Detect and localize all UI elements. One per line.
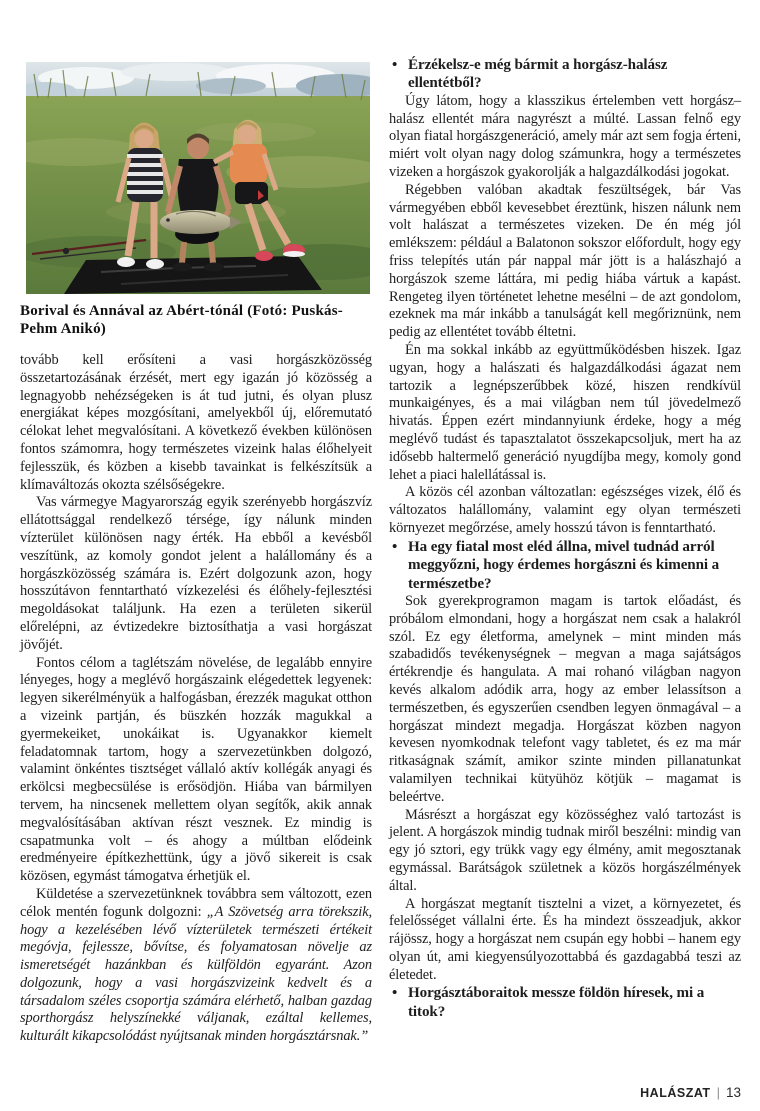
bullet-icon: • — [392, 985, 398, 1002]
paragraph: Másrészt a horgászat egy közösséghez való tartozást is jelent. A horgászok mindig tudnak miről beszélni: mindig van egy jó sztori, egy trükk vagy egy élmény, amit megosztanak egymással. Barátságok születnek a közös horgászélmények által. — [389, 806, 741, 894]
paragraph: Sok gyerekprogramon magam is tartok előadást, és próbálom elmondani, hogy a horgászat nem csak a halakról szól. Ez egy életforma, amelynek – mint minden más szabadidős tevékenységnek – megvan a maga sajátságos értékrendje és hangulata. A mai rohanó világban nagyon kevés alkalom adódik arra, hogy az ember lelassítson a természetben, és egyszerűen csendben legyen önmagával – a horgászat mindezt megadja. Horgászat közben nagyon kevesen nyomkodnak telefont vagy tabletet, és ez ma már ritkaságnak számít, amikor szinte minden pillanatunkat valamilyen technikai kütyühöz kötjük – magamat is beleértve. — [389, 592, 741, 805]
interview-question — [389, 984, 741, 1021]
page-number: 13 — [725, 1085, 741, 1100]
bullet-icon: • — [392, 57, 398, 73]
article-photo — [26, 62, 370, 294]
question-text: Érzékelsz-e még bármit a horgász-halász ellentétből? — [408, 57, 668, 92]
page-footer — [640, 1085, 741, 1100]
paragraph-with-quote — [20, 886, 372, 1046]
paragraph: tovább kell erősíteni a vasi horgászközösség összetartozásának érzését, mert egy igazán jó közösség a legnagyobb nehézségeken is át tud jutni, és olyan plusz energiákat képes mozgósítani, amelyekből új, előremutató célokat lehet megvalósítani. A következő években különösen fontos számomra, hogy természetes vizeink halas élőhelyeit fejlesszük, és közben a kisebb tavainkat is felkészítsük a klímaváltozás okozta szélsőségekre. — [20, 352, 372, 493]
paragraph: A közös cél azonban változatlan: egészséges vizek, élő és változatos halállomány, valamint egy olyan természeti környezet megőrzése, amely hosszú távon is fenntartható. — [389, 484, 741, 536]
paragraph: A horgászat megtanít tisztelni a vizet, a környezetet, és felelősséget vállalni érte. És ha mindezt összeadjuk, akkor rájössz, hogy a horgászat nem csupán egy hobbi – hanem egy olyan út, ami kiegyensúlyozottabbá és gazdagabbá teszi az életedet. — [389, 895, 741, 983]
paragraph: Én ma sokkal inkább az együttműködésben hiszek. Igaz ugyan, hogy a halászati és halgazdálkodási ágazat nem tartozik a legnépszerűbbek közé, hiszen rendkívül munkaigényes, és a mai világban nem túl jövedelmező hivatás. Éppen ezért mindannyiunk érdeke, hogy a még meglévő tudást és tapasztalatot összekapcsoljuk, mert ha az idősebb haltermelő generáció nyugdíjba megy, komoly gond lehet a piaci halellátással is. — [389, 341, 741, 483]
paragraph: Vas vármegye Magyarország egyik szerényebb horgászvíz ellátottsággal rendelkező térsége, így nálunk minden vízterület különösen nagy érték. Ha ebből a kevésből veszítünk, az komoly gondot jelent a halállomány és a horgászközösség számára is. Ezért dolgozunk azon, hogy hosszútávon fenntartható vízkezelési és élőhely-fejlesztési megoldásokat találjunk. Ha ezen a területen sikerül előrelépni, az évtizedekre biztosíthatja a vasi horgászat jövőjét. — [20, 494, 372, 653]
mission-quote: „A Szövetség arra törekszik, hogy a kezelésében lévő vízterületek természeti értékeit megóvja, fejlessze, bővítse, és folyamatosan növelje az ismeretségét hazánkban és külföldön egyaránt. Azon dolgozunk, hogy a vasi horgászvizeink kedvelt és a társadalom széles csoportja számára elérhető, halban gazdag sporthorgász helyszínekké váljanak, ezáltal kellemes, kulturált kikapcsolódást nyújtsanak minden horgásztársnak.” — [20, 903, 372, 1045]
interview-question — [389, 538, 741, 593]
two-column-layout — [20, 56, 741, 1046]
bullet-icon: • — [392, 538, 398, 555]
paragraph: Úgy látom, hogy a klasszikus értelemben vett horgász–halász ellentét mára nagyrészt a múlté. Lassan felnő egy olyan fiatal horgászgeneráció, amely már azt sem fogja érteni, miért volt olyan nagy dolog számunkra, hogy a természetes vizeken a horgászok gyakorolják a halgazdálkodási jogokat. — [389, 92, 741, 180]
mission-intro: Küldetése a szervezetünknek továbbra sem változott, ezen célok mentén fogunk dolgozni: — [20, 885, 372, 920]
photo-illustration — [26, 62, 370, 294]
interview-question — [389, 56, 741, 93]
paragraph: Régebben valóban akadtak feszültségek, bár Vas vármegyében ebből kevesebbet éreztünk, hiszen nálunk nem volt halászat a természetes vizeken. De én még jól emlékszem: például a Balatonon sokszor előfordult, hogy egy friss telepítés után pár nappal már jött is a halászhajó a horgászok szeme láttára, mi pedig hiába vártuk a kapást. Rengeteg ilyen történetet lehetne mesélni – de azt gondolom, ezeknek ma már inkább a tanulságát kell megőriznünk, nem pedig az ellentétet tovább éltetni. — [389, 181, 741, 341]
left-column-text — [20, 352, 372, 1046]
magazine-name: HALÁSZAT — [640, 1086, 711, 1100]
black-tarp — [64, 256, 322, 294]
photo-caption: Borival és Annával az Abért-tónál (Fotó: Puskás-Pehm Anikó) — [20, 303, 343, 337]
paragraph: Fontos célom a taglétszám növelése, de legalább ennyire lényeges, hogy a meglévő horgászaink elégedettek legyenek: legyen sikerélményük a halfogásban, érezzék magukat otthon a vizeink partján, és büszkén hozzák magukkal a gyermekeiket, unokáikat is. Ugyanakkor kiemelt feladatomnak tartom, hogy a szervezetünkben dolgozó, valamint önkéntes tisztséget vállaló aktív kollégák anyagi és erkölcsi megbecsülése is erősödjön. Hiába van bármilyen tervem, ha nincsenek mellettem olyan segítők, akik annak megvalósításában aktívan részt vesznek. Ez mindig is csapatmunka volt – és ahogy a múltban elődeink eredményeire építkezhettünk, úgy a jövő sikereit is csak közösen, egymást támogatva érhetjük el. — [20, 654, 372, 885]
right-column — [389, 56, 741, 1046]
question-text: Ha egy fiatal most eléd állna, mivel tudnád arról meggyőzni, hogy érdemes horgászni és kimenni a természetbe? — [408, 538, 720, 592]
article-photo-figure — [20, 62, 372, 338]
question-text: Horgásztáboraitok messze földön híresek, mi a titok? — [408, 985, 705, 1020]
footer-separator: | — [716, 1085, 720, 1100]
left-column — [20, 56, 372, 1046]
